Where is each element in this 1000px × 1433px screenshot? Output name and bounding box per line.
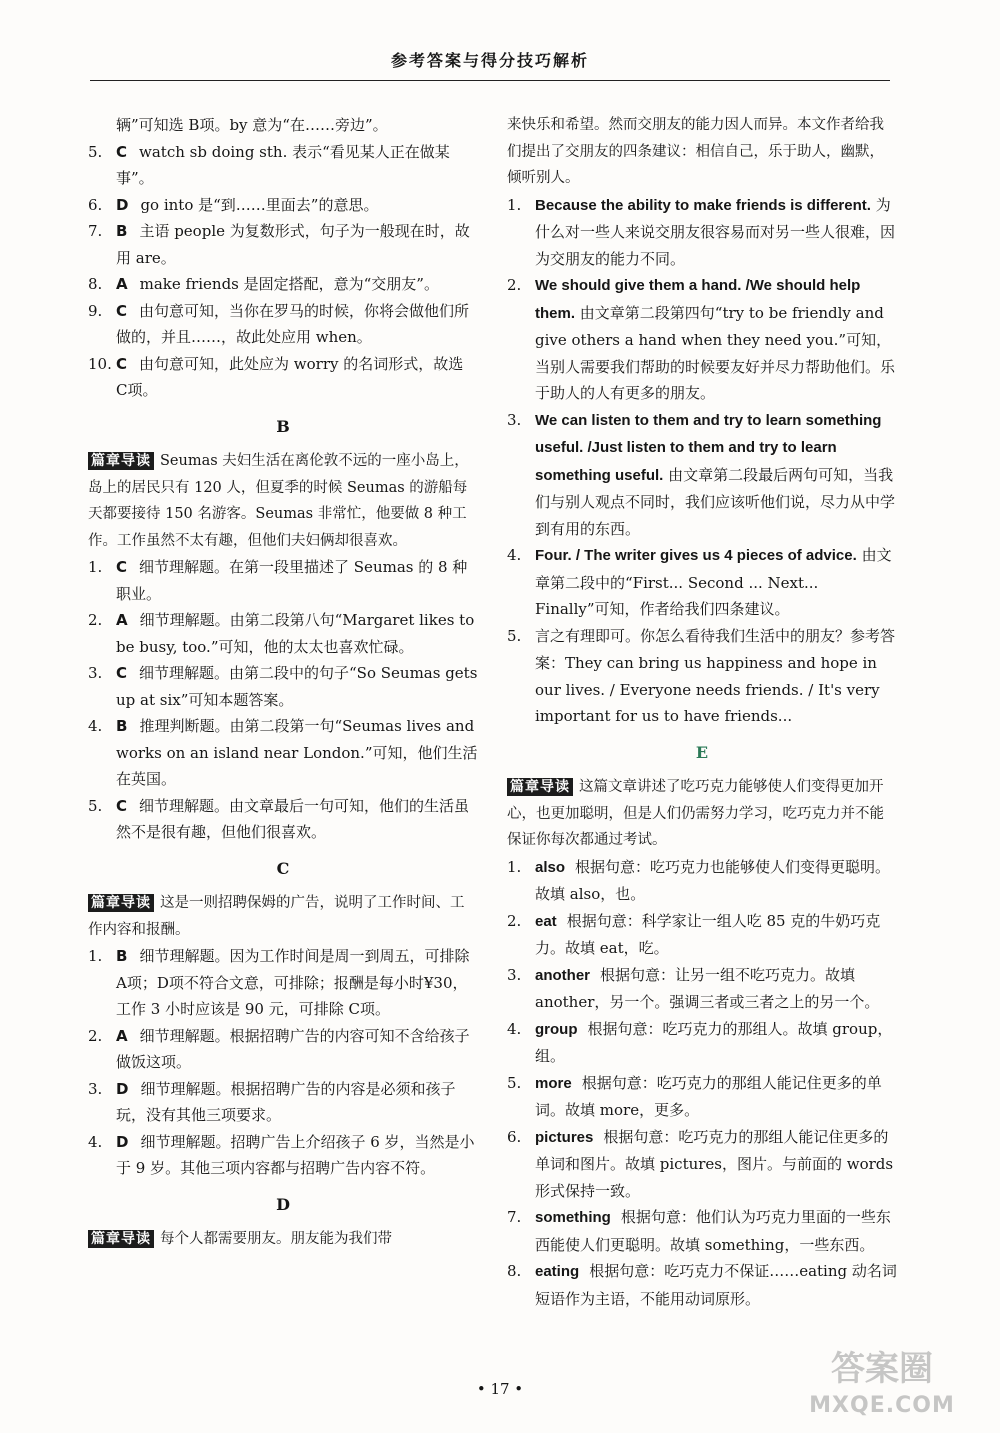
- answer-item: [88, 1076, 478, 1129]
- guide-b: [88, 448, 478, 554]
- answer-explanation: 根据句意：吃巧克力不保证……eating 动名词短语作为主语，不能用动词原形。: [535, 1262, 897, 1308]
- answer-key-sentence: Four. / The writer gives us 4 pieces of advice.: [535, 547, 857, 564]
- answer-item: [88, 271, 478, 298]
- answer-item: [507, 1124, 897, 1205]
- answer-explanation: 根据句意：吃巧克力也能够使人们变得更聪明。故填 also，也。: [535, 857, 891, 903]
- left-column: [88, 112, 478, 1253]
- answer-letter: D: [116, 195, 129, 214]
- answer-number: 6.: [507, 1127, 522, 1146]
- watermark-line1: 答案圈: [831, 1349, 933, 1389]
- answer-body: [535, 272, 897, 407]
- answer-body: [116, 660, 478, 713]
- answer-letter: A: [116, 275, 128, 293]
- answer-explanation: 根据句意：吃巧克力的那组人。故填 group，组。: [535, 1019, 893, 1065]
- header-divider: [90, 80, 890, 81]
- guide-d-text: 每个人都需要朋友。朋友能为我们带: [160, 1231, 392, 1247]
- answer-number: 3.: [507, 965, 522, 984]
- answer-explanation: watch sb doing sth. 表示“看见某人正在做某事”。: [116, 142, 450, 187]
- answer-letter: A: [116, 611, 128, 629]
- answer-item: [507, 1070, 897, 1124]
- answer-body: [116, 298, 478, 351]
- answer-letter: C: [116, 664, 128, 682]
- answer-explanation: 根据句意：他们认为巧克力里面的一些东西能使人们更聪明。故填 something，一些东西。: [535, 1208, 891, 1254]
- answer-number: 3.: [88, 664, 103, 682]
- answer-number: 4.: [507, 546, 522, 564]
- answer-item: [88, 660, 478, 713]
- continued-text: 辆”可知选 B项。by 意为“在……旁边”。: [116, 116, 388, 134]
- answer-number: 1.: [507, 857, 522, 876]
- answer-letter: B: [116, 947, 128, 965]
- answer-number: 5.: [88, 796, 103, 815]
- page-header-title: 参考答案与得分技巧解析: [390, 51, 589, 70]
- answer-explanation: 言之有理即可。你怎么看待我们生活中的朋友？参考答案：They can bring us happiness and hope in our lives. / Everyone needs friends. / It's very important for us to have friends...: [535, 626, 896, 725]
- answer-letter: C: [116, 142, 128, 161]
- answer-body: [116, 1129, 478, 1182]
- answer-explanation: 细节理解题。在第一段里描述了 Seumas 的 8 种职业。: [116, 558, 468, 603]
- guide-badge: 篇章导读: [88, 452, 154, 470]
- guide-e-text: 这篇文章讲述了吃巧克力能够使人们变得更加开心，也更加聪明，但是人们仍需努力学习，吃巧克力并不能保证你每次都通过考试。: [507, 779, 884, 848]
- answer-number: 9.: [88, 301, 103, 320]
- answer-item: [507, 1016, 897, 1070]
- answer-body: [116, 192, 478, 219]
- answer-number: 3.: [507, 410, 522, 429]
- answer-number: 1.: [88, 947, 103, 965]
- answer-explanation: make friends 是固定搭配，意为“交朋友”。: [139, 275, 439, 293]
- answer-body: [535, 542, 897, 623]
- answer-number: 10.: [88, 354, 112, 373]
- answer-body: [116, 139, 478, 192]
- answer-letter: C: [116, 558, 128, 576]
- section-b-answers: [88, 554, 478, 846]
- answer-number: 1.: [88, 558, 103, 576]
- answer-number: 5.: [507, 1073, 522, 1092]
- right-column: [507, 112, 897, 1312]
- watermark-logo: [790, 1340, 975, 1422]
- answer-keyword: another: [535, 966, 591, 984]
- guide-c: [88, 890, 478, 943]
- guide-c-text: 这是一则招聘保姆的广告，说明了工作时间、工作内容和报酬。: [88, 895, 465, 938]
- answer-explanation: 细节理解题。招聘广告上介绍孩子 6 岁，当然是小于 9 岁。其他三项内容都与招聘广告内容不符。: [116, 1132, 475, 1177]
- watermark-line2: MXQE.COM: [809, 1393, 955, 1418]
- answer-number: 2.: [88, 1026, 103, 1045]
- answer-item: [507, 272, 897, 407]
- answer-item: [88, 607, 478, 660]
- answer-item: [507, 407, 897, 543]
- answer-number: 7.: [88, 222, 103, 240]
- answer-item: [507, 623, 897, 730]
- answer-explanation: 主语 people 为复数形式，句子为一般现在时，故用 are。: [116, 222, 470, 267]
- answer-keyword: more: [535, 1074, 572, 1092]
- answer-body: [535, 192, 897, 273]
- answer-item: [88, 351, 478, 404]
- page-number: • 17 •: [476, 1380, 524, 1398]
- answer-item: [507, 542, 897, 623]
- guide-e: [507, 774, 897, 854]
- answer-letter: C: [116, 354, 128, 373]
- answer-item: [507, 192, 897, 273]
- answer-number: 4.: [88, 717, 103, 735]
- guide-badge: 篇章导读: [88, 1230, 154, 1248]
- answer-item: [88, 218, 478, 271]
- answer-explanation: 由句意可知，此处应为 worry 的名词形式，故选 C项。: [116, 354, 464, 399]
- section-heading-b: B: [276, 416, 290, 436]
- section-heading-e: E: [695, 742, 709, 762]
- answer-letter: C: [116, 796, 128, 815]
- answer-letter: A: [116, 1026, 128, 1045]
- answer-number: 6.: [88, 195, 103, 214]
- answer-body: [116, 793, 478, 846]
- answer-body: [535, 407, 897, 543]
- answer-body: [535, 623, 897, 730]
- answer-number: 8.: [88, 275, 103, 293]
- answer-body: [535, 962, 897, 1016]
- answer-explanation: 细节理解题。由第二段第八句“Margaret likes to be busy, too.”可知，他的太太也喜欢忙碌。: [116, 611, 475, 656]
- answer-explanation: 细节理解题。由文章最后一句可知，他们的生活虽然不是很有趣，但他们很喜欢。: [116, 796, 470, 841]
- answer-body: [116, 1023, 478, 1076]
- section-heading-d: D: [276, 1194, 290, 1214]
- answer-explanation: 根据句意：让另一组不吃巧克力。故填 another，另一个。强调三者或三者之上的另一个。: [535, 965, 880, 1011]
- answer-explanation: 由句意可知，当你在罗马的时候，你将会做他们所做的，并且……，故此处应用 when。: [116, 301, 470, 346]
- answer-number: 2.: [507, 911, 522, 930]
- answer-letter: B: [116, 222, 128, 240]
- answer-explanation: 细节理解题。根据招聘广告的内容可知不含给孩子做饭这项。: [116, 1026, 470, 1071]
- answer-number: 2.: [88, 611, 103, 629]
- answer-letter: C: [116, 301, 128, 320]
- answer-number: 3.: [88, 1079, 103, 1098]
- answer-number: 5.: [507, 626, 522, 645]
- answer-explanation: 细节理解题。由第二段中的句子“So Seumas gets up at six”可知本题答案。: [116, 664, 478, 709]
- answer-item: [88, 554, 478, 607]
- answer-keyword: group: [535, 1020, 578, 1038]
- answer-explanation: 根据句意：吃巧克力的那组人能记住更多的单词。故填 more，更多。: [535, 1073, 882, 1119]
- answer-item: [88, 298, 478, 351]
- answer-body: [535, 1070, 897, 1124]
- answer-explanation: 为什么对一些人来说交朋友很容易而对另一些人很难，因为交朋友的能力不同。: [535, 195, 896, 268]
- answer-body: [535, 854, 897, 908]
- guide-badge: 篇章导读: [507, 778, 573, 796]
- answer-item: [88, 793, 478, 846]
- guide-badge: 篇章导读: [88, 894, 154, 912]
- answer-body: [116, 1076, 478, 1129]
- guide-d: [88, 1226, 478, 1253]
- section-a-answers: [88, 139, 478, 404]
- answer-number: 4.: [507, 1019, 522, 1038]
- answer-explanation: 由文章第二段中的“First... Second ... Next... Finally”可知，作者给我们四条建议。: [535, 546, 892, 618]
- answer-keyword: something: [535, 1209, 611, 1226]
- answer-body: [116, 351, 478, 404]
- answer-explanation: 根据句意：科学家让一组人吃 85 克的牛奶巧克力。故填 eat，吃。: [535, 911, 881, 957]
- answer-body: [116, 271, 478, 298]
- answer-body: [535, 908, 897, 962]
- answer-keyword: eating: [535, 1263, 580, 1280]
- answer-explanation: 由文章第二段第四句“try to be friendly and give others a hand when they need you.”可知，当别人需要我们帮助的时候要友好并尽力帮助他们。乐于助人的人有更多的朋友。: [535, 303, 896, 402]
- answer-number: 4.: [88, 1132, 103, 1151]
- answer-number: 1.: [507, 195, 522, 214]
- answer-keyword: eat: [535, 912, 557, 930]
- answer-explanation: 由文章第二段最后两句可知，当我们与别人观点不同时，我们应该听他们说，尽力从中学到有用的东西。: [535, 465, 896, 538]
- answer-keyword: also: [535, 858, 566, 876]
- answer-body: [535, 1258, 897, 1312]
- answer-key-sentence: We can listen to them and try to learn something useful. /Just listen to them and try to learn something useful.: [535, 411, 882, 484]
- section-d-answers: [507, 192, 897, 730]
- answer-explanation: 细节理解题。因为工作时间是周一到周五，可排除 A项；D项不符合文意，可排除；报酬是每小时¥30，工作 3 小时应该是 90 元，可排除 C项。: [116, 947, 470, 1018]
- answer-letter: B: [116, 717, 128, 735]
- answer-number: 8.: [507, 1262, 522, 1280]
- guide-b-text: Seumas 夫妇生活在离伦敦不远的一座小岛上，岛上的居民只有 120 人，但夏季的时候 Seumas 的游船每天都要接待 150 名游客。Seumas 非常忙，他要做 8 种工作。工作虽然不太有趣，但他们夫妇俩却很喜欢。: [88, 453, 469, 549]
- answer-item: [88, 1129, 478, 1182]
- answer-item: [507, 962, 897, 1016]
- answer-item: [507, 1204, 897, 1258]
- answer-item: [507, 1258, 897, 1312]
- answer-body: [116, 713, 478, 793]
- answer-body: [116, 218, 478, 271]
- answer-key-sentence: We should give them a hand. /We should help them.: [535, 277, 861, 322]
- answer-item: [507, 854, 897, 908]
- guide-d-continued: 来快乐和希望。然而交朋友的能力因人而异。本文作者给我们提出了交朋友的四条建议：相信自己，乐于助人，幽默，倾听别人。: [507, 117, 884, 186]
- answer-letter: D: [116, 1132, 129, 1151]
- section-c-answers: [88, 943, 478, 1182]
- answer-item: [88, 1023, 478, 1076]
- answer-letter: D: [116, 1079, 129, 1098]
- answer-item: [507, 908, 897, 962]
- section-heading-c: C: [276, 858, 290, 878]
- answer-body: [535, 1016, 897, 1070]
- answer-body: [535, 1204, 897, 1258]
- answer-number: 7.: [507, 1208, 522, 1226]
- answer-item: [88, 713, 478, 793]
- answer-explanation: 细节理解题。根据招聘广告的内容是必须和孩子玩，没有其他三项要求。: [116, 1079, 456, 1124]
- answer-body: [116, 607, 478, 660]
- answer-item: [88, 192, 478, 219]
- answer-body: [535, 1124, 897, 1205]
- answer-key-sentence: Because the ability to make friends is different.: [535, 196, 871, 214]
- answer-item: [88, 943, 478, 1023]
- answer-explanation: 推理判断题。由第二段第一句“Seumas lives and works on an island near London.”可知，他们生活在英国。: [116, 717, 478, 788]
- answer-explanation: go into 是“到……里面去”的意思。: [140, 195, 379, 214]
- answer-number: 5.: [88, 142, 103, 161]
- section-e-answers: [507, 854, 897, 1313]
- answer-item: [88, 139, 478, 192]
- answer-body: [116, 554, 478, 607]
- answer-body: [116, 943, 478, 1023]
- answer-keyword: pictures: [535, 1128, 594, 1146]
- answer-number: 2.: [507, 276, 522, 294]
- answer-explanation: 根据句意：吃巧克力的那组人能记住更多的单词和图片。故填 pictures，图片。与前面的 words 形式保持一致。: [535, 1127, 894, 1200]
